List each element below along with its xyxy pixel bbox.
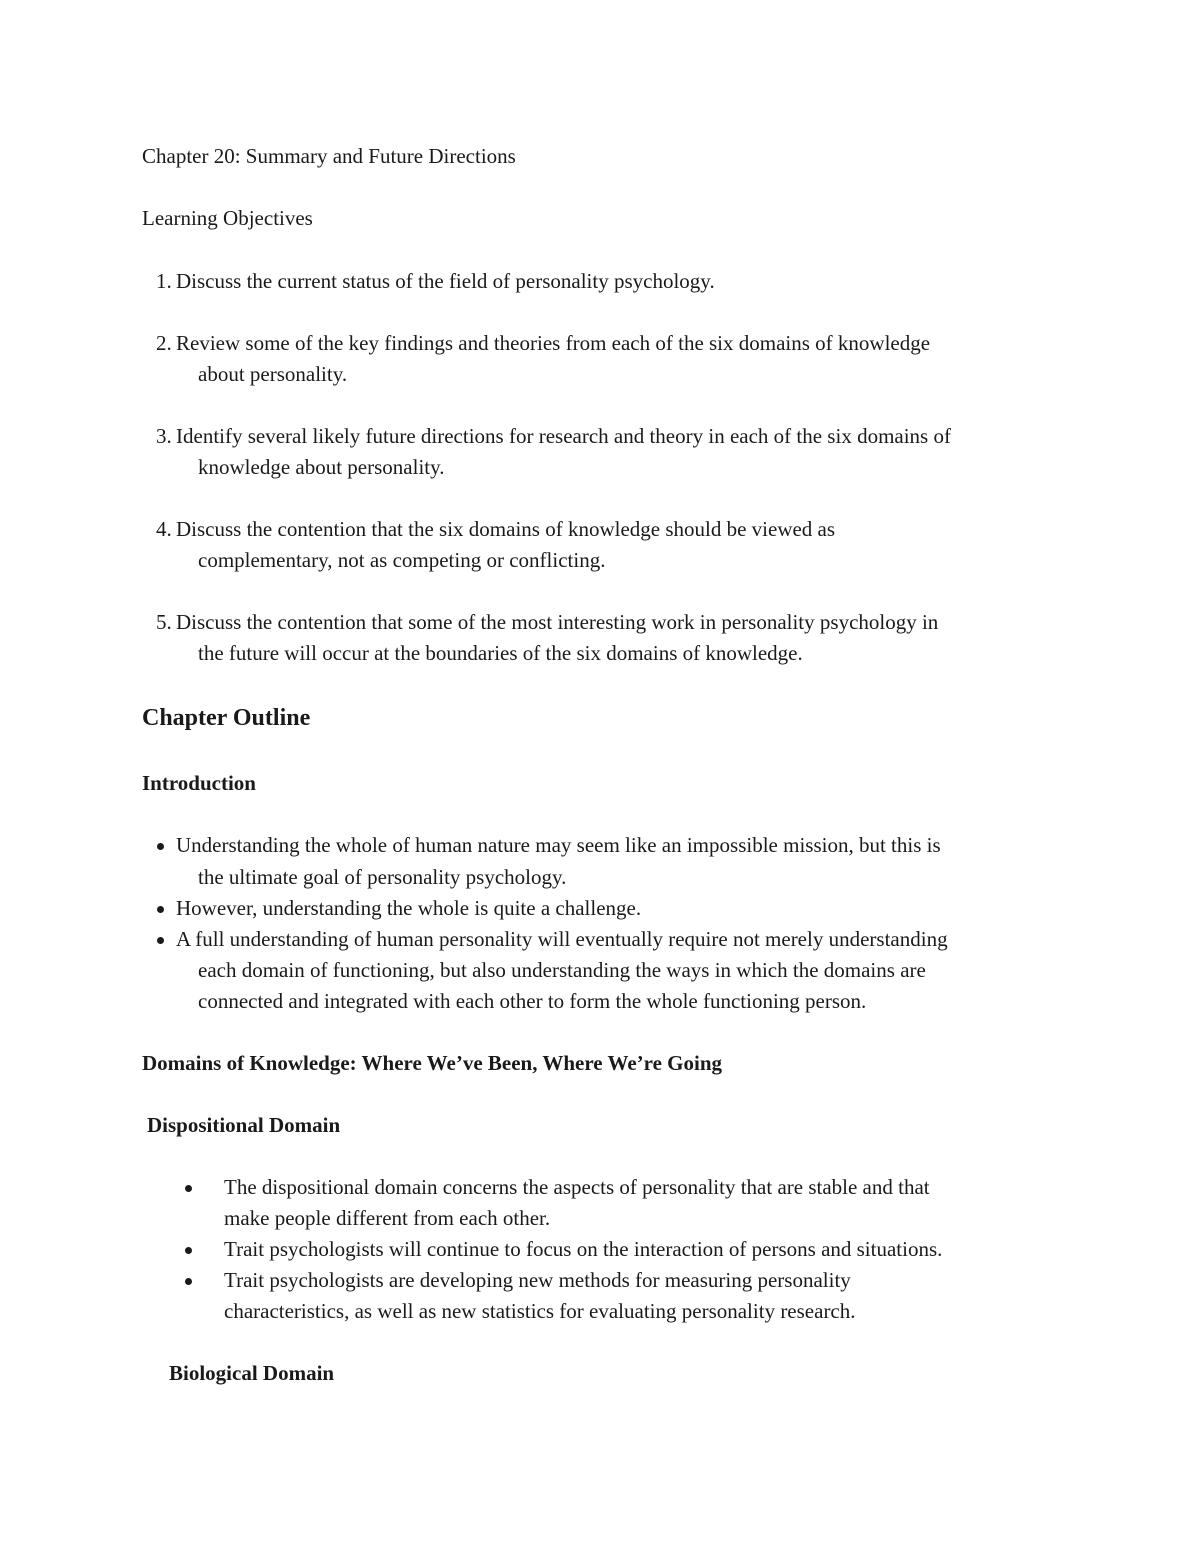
objective-text: Identify several likely future directions for research and theory in each of the six domains of — [176, 424, 951, 448]
objective-text: Review some of the key findings and theories from each of the six domains of knowledge — [176, 331, 931, 355]
bullet-text: connected and integrated with each other to form the whole functioning person. — [198, 989, 867, 1013]
objective-number: 3. — [156, 424, 172, 448]
objective-text: complementary, not as competing or conflicting. — [198, 548, 606, 572]
bullet-text: Trait psychologists are developing new methods for measuring personality — [224, 1268, 851, 1292]
bullet-text: each domain of functioning, but also understanding the ways in which the domains are — [198, 958, 926, 982]
objective-number: 5. — [156, 610, 172, 634]
bullet-text: the ultimate goal of personality psychology. — [198, 865, 567, 889]
bullet-text: A full understanding of human personality will eventually require not merely understanding — [176, 927, 948, 951]
bullet-icon — [157, 937, 164, 944]
objective-number: 2. — [156, 331, 172, 355]
objective-text: Discuss the contention that some of the most interesting work in personality psychology in — [176, 610, 939, 634]
objective-number: 4. — [156, 517, 172, 541]
learning-objectives-heading: Learning Objectives — [142, 206, 313, 230]
objective-text: knowledge about personality. — [198, 455, 445, 479]
bullet-text: Understanding the whole of human nature may seem like an impossible mission, but this is — [176, 833, 941, 857]
biological-domain-heading: Biological Domain — [169, 1361, 335, 1385]
bullet-icon — [157, 906, 164, 913]
bullet-text: make people different from each other. — [224, 1206, 551, 1230]
bullet-text: characteristics, as well as new statistics for evaluating personality research. — [224, 1299, 856, 1323]
objective-number: 1. — [156, 269, 172, 293]
objective-text: about personality. — [198, 362, 348, 386]
objective-text: the future will occur at the boundaries of the six domains of knowledge. — [198, 641, 803, 665]
introduction-heading: Introduction — [142, 771, 256, 795]
bullet-text: However, understanding the whole is quite a challenge. — [176, 896, 642, 920]
bullet-icon — [185, 1247, 192, 1254]
chapter-outline-heading: Chapter Outline — [142, 705, 311, 731]
bullet-icon — [185, 1278, 192, 1285]
dispositional-domain-heading: Dispositional Domain — [147, 1113, 341, 1137]
chapter-title: Chapter 20: Summary and Future Directions — [142, 144, 516, 168]
bullet-text: Trait psychologists will continue to focus on the interaction of persons and situations. — [224, 1237, 943, 1261]
bullet-icon — [185, 1185, 192, 1192]
objective-text: Discuss the current status of the field of personality psychology. — [176, 269, 715, 293]
bullet-text: The dispositional domain concerns the aspects of personality that are stable and that — [224, 1175, 930, 1199]
objective-text: Discuss the contention that the six domains of knowledge should be viewed as — [176, 517, 836, 541]
bullet-icon — [157, 843, 164, 850]
domains-heading: Domains of Knowledge: Where We’ve Been, Where We’re Going — [142, 1051, 722, 1075]
